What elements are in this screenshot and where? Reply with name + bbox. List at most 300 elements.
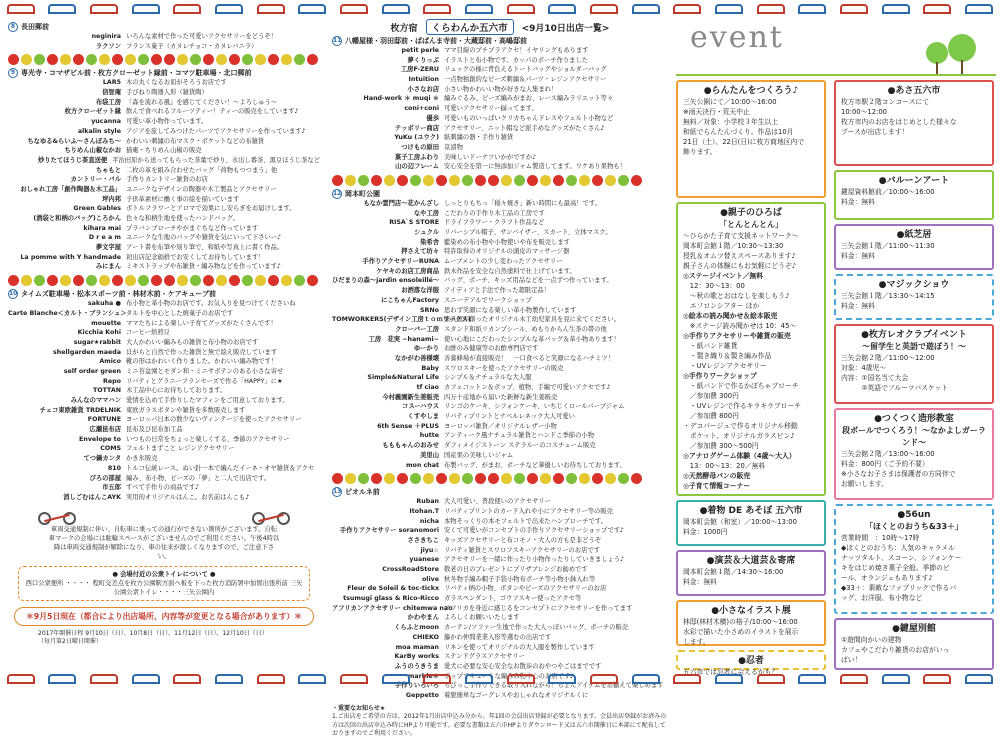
pear-icon	[501, 175, 512, 186]
vendor-description: アフリカを身近に感じるをコンセプトにアクセサリーを作ってます	[444, 604, 633, 612]
vendor-name: 小さなお店	[407, 85, 439, 93]
vendor-description: 可愛い革小物作っています。	[126, 118, 208, 126]
event-line: ッグ、お洋服、布小物など	[841, 594, 923, 602]
vendor-row	[8, 348, 320, 358]
event-line: します。	[683, 638, 710, 646]
section-title: 八幡屋様・羽田邸前・ぱぱんま寺前・大蔵邸前・高嶋邸前	[345, 37, 527, 45]
vendor-row	[332, 517, 668, 527]
vendor-name: COMS	[100, 445, 121, 453]
vendor-row	[8, 195, 320, 205]
event-line: ポケット、オリジナルガラスビン♪	[683, 432, 795, 440]
vendor-row	[332, 75, 668, 85]
vendor-name: ちりめん山椒なかお	[64, 147, 121, 155]
vendor-description: 使い心地にこだわったシンプルな革バッグ＆革小物あります！	[444, 335, 620, 343]
house-icon	[257, 674, 285, 684]
apple-icon	[307, 54, 318, 65]
event-box	[834, 224, 994, 270]
apple-icon	[488, 175, 499, 186]
section-header	[332, 487, 668, 497]
apple-icon	[34, 275, 45, 286]
vendor-row	[8, 309, 320, 319]
event-line: ／参加費 300円	[683, 392, 739, 400]
vendor-name: カントリー・バル	[70, 176, 121, 184]
vendor-description: 可愛いアクセサリー揃ってます。	[444, 105, 538, 113]
apple-icon	[618, 175, 629, 186]
vendor-description: ママ目線のプチプラアクセ！イヤリングもあります	[444, 47, 589, 54]
event-line: 〜秋の歌とおはなしを楽しもう♪	[683, 292, 790, 300]
house-icon	[798, 674, 826, 684]
vendor-row	[332, 613, 668, 623]
vendor-description: 布小物と革小物のお店です。お気入りを見つけてくださいね	[126, 300, 296, 308]
house-icon	[7, 674, 35, 684]
apple-icon	[268, 54, 279, 65]
vendor-description: リバティ雑貨とスワロフスキーアクセサリーのお店です	[444, 546, 600, 554]
event-line: ・デコパージュで作るオリジナル移動	[683, 422, 798, 430]
event-line: 三矢会館１階／13:30〜14:15	[841, 292, 935, 300]
pear-icon	[579, 473, 590, 484]
event-title: ●着物 DE あそぼ 五六市	[699, 506, 803, 516]
vendor-description: ヨーロッパ雑貨／オリジナルレザー小物	[444, 422, 557, 430]
vendor-row	[332, 267, 668, 277]
section-title: 岡本町公園	[345, 189, 380, 198]
apple-icon	[397, 175, 408, 186]
event-line: 飾ります。	[683, 148, 717, 156]
vendor-row	[8, 386, 320, 396]
bicycle-icon	[38, 507, 76, 525]
apple-icon	[631, 175, 642, 186]
vendor-description: 色々な和柄生地を使ったハンドバッグ。	[126, 215, 239, 222]
event-box	[834, 618, 994, 670]
vendor-description: ミキストラップや布雑貨・編み物などを作っています♪	[126, 263, 281, 271]
vendor-row	[332, 153, 668, 163]
event-line: ・UVレジンアクセサリー	[683, 362, 767, 370]
pear-icon	[21, 54, 32, 65]
event-line: 〜ひらかた子育て支援ネットワーク〜	[683, 232, 799, 240]
pear-icon	[345, 175, 356, 186]
vendor-row	[8, 243, 320, 253]
apple-icon	[592, 175, 603, 186]
vendor-description: 東欧ガラスボタンや雑貨を多数販売します	[126, 406, 246, 414]
event-subtitle: 「ほくとのおうち&33＋」	[864, 522, 964, 531]
event-line: ◎ステージイベント／無料	[683, 272, 764, 280]
vendor-description: ポップでキュートな編みみ物中心のお店です♪	[444, 672, 575, 680]
vendor-description: 四万十産地から届いた新鮮な新生姜販売	[444, 393, 558, 401]
event-line: 岡本町会館１階／10:30〜13:30	[683, 242, 784, 250]
vendor-name: 美里山	[420, 451, 439, 459]
vendor-name: yuanese	[409, 556, 439, 564]
vendor-name: nicha	[419, 517, 439, 525]
event-line: ブースが出店します！	[841, 128, 909, 136]
vendor-description: 家具屋が創ったオリジナル木工幼児家具を見に来てください。	[444, 316, 620, 324]
house-icon	[965, 4, 993, 14]
vendor-name: RISA`S STORE	[389, 219, 439, 227]
event-title: ●あさ五六市	[887, 86, 941, 96]
event-line: 10:00〜12:00	[841, 108, 887, 116]
vendor-name: つけもの原田	[401, 143, 439, 151]
event-line: 料金：無料	[841, 302, 875, 310]
vendor-description: アイディアと手法で作った超限定品！	[444, 287, 550, 295]
pear-icon	[216, 275, 227, 286]
event-line: ぱい！	[841, 656, 862, 664]
vendor-description: ムーブメントの少し変わったアクセサリー	[444, 258, 563, 266]
vendor-row	[332, 199, 668, 209]
vendor-name: TOMWORKERS(デザイン工房ｔｏｍワークス)	[332, 316, 471, 324]
house-icon	[632, 4, 660, 14]
apple-icon	[86, 275, 97, 286]
house-icon	[465, 674, 493, 684]
event-line: 内容：①国名当て大会	[841, 374, 909, 382]
apple-icon	[553, 473, 564, 484]
apple-icon	[73, 54, 84, 65]
vendor-description: スニーデアルでワークショップ	[444, 296, 532, 304]
vendor-description: こだわりの手作り木工品の工房です	[444, 209, 545, 217]
vendor-row	[332, 209, 668, 219]
important-body: 1.ご出店をご希望の方は、2012年1月出店申込み分から、年1回の会員出店登録が必要となります。会員出店登録がお済みの方は次回の出店申込み時にHPより可能です。必要な書類は五六市HPよりダウンロード又は五六市開催日に本部にて配布しておりますのでご利用ください。	[332, 713, 667, 738]
vendor-row	[332, 441, 668, 451]
vendor-description: アクセサリー、ニット帽など派手めなグッズがたくさん♪	[444, 124, 605, 132]
apple-icon	[436, 175, 447, 186]
section-header	[8, 22, 320, 32]
pear-icon	[281, 54, 292, 65]
vendor-name: にこちゃんFactory	[381, 296, 439, 304]
apple-icon	[34, 54, 45, 65]
event-line: ◎手作りワークショップ	[683, 372, 757, 380]
apple-icon	[229, 275, 240, 286]
vendor-description: キッズアクセサリーと布コモノ・大人の方も是非どうぞ	[444, 536, 602, 544]
pear-icon	[255, 54, 266, 65]
vendor-row	[332, 354, 668, 364]
pear-icon	[60, 54, 71, 65]
vendor-description: ヨーロッパ日本の数少ないヴィンテージを使ったアクセサリー	[126, 416, 302, 424]
pear-icon	[125, 54, 136, 65]
event-box	[676, 500, 826, 546]
vendor-description: ユニークな生地のバッグや雑貨を気にいって下さいー♪	[126, 234, 282, 242]
house-icon	[298, 674, 326, 684]
vendor-description: スワロスキーを使ったアクセサリーの販売	[444, 364, 564, 372]
house-icon	[90, 4, 118, 14]
pear-icon	[540, 473, 551, 484]
section-title: 専光寺・コマザビル前・枚方クローゼット縁前・コマツ駐車場・北口郵前	[21, 69, 252, 78]
event-title: ●枚方レオクラブイベント	[861, 330, 967, 340]
vendor-name: 夢くりっぷ	[407, 56, 439, 64]
vendor-name: 手作りアクセサリー soranomori	[339, 527, 439, 535]
section-title: ピオルネ前	[345, 488, 380, 497]
vendor-name: KarBy works	[394, 653, 439, 661]
vendor-row	[332, 526, 668, 536]
toilet-note-body: 西口公衆便所 ・・・・ 程町交差点を枚方公園駅方面へ板を下った枚方消防署中加賀出張所前 三矢公園公衆トイレ・・・・三矢公園内	[25, 579, 303, 596]
vendor-name: YuKu (ユウク)	[394, 134, 439, 142]
vendor-description: 敬老の日のプレゼントにプリザブレンジお勧めです	[444, 566, 588, 573]
event-box	[676, 650, 826, 676]
apple-icon	[73, 275, 84, 286]
event-line: ※雨天決行・荒天中止	[683, 108, 750, 116]
vendor-name: Green Gables	[73, 205, 121, 213]
apple-icon	[138, 54, 149, 65]
vendor-name: tf ciao	[416, 384, 439, 391]
flyer-title-bar	[332, 20, 668, 34]
left-title: 枚方宿	[390, 23, 418, 34]
fruit-decoration-row	[8, 274, 320, 287]
pear-icon	[255, 275, 266, 286]
vendor-row	[332, 451, 668, 461]
vendor-description: アート書を布筆や刻り筆で、和紙や写真上に書く作品。	[126, 244, 284, 252]
apple-icon	[203, 54, 214, 65]
event-line: ◎絵本の読み聞かせ＆絵本販売	[683, 312, 778, 320]
vendor-row	[332, 296, 668, 306]
apple-icon	[242, 275, 253, 286]
vendor-row	[8, 435, 320, 445]
vendor-description: 本物そっくりの本モフェルトで出来たハンブローチです。	[444, 517, 607, 525]
event-line: 親子さんの体験にもお気軽にどうぞ♪	[683, 262, 797, 270]
vendor-description: 『森を流れる風』を感じてください！〜よろしゅう〜	[126, 98, 278, 106]
vendor-name: もなか雲門店〜花かんざし	[363, 199, 439, 207]
vendor-description: ガラスペンダント、ゴウフスキー使ったアクセ等	[444, 595, 582, 603]
schedule	[38, 630, 320, 647]
vendor-description: かき氷販売	[126, 455, 158, 463]
event-title: event	[690, 20, 784, 55]
apple-icon	[332, 473, 343, 484]
vendor-description: コーヒー焙煎豆	[126, 329, 170, 337]
event-line: 料金：1000円	[683, 528, 728, 536]
apple-icon	[553, 175, 564, 186]
vendor-description: 編みぐるみ、ビーズ編みがまお、レース編みラリエット等々	[444, 95, 614, 103]
vendor-name: ラクソン	[95, 42, 121, 50]
vendor-description: アンティーク風ナチュラル雑貨とハンドこ季節の小物	[444, 432, 594, 440]
vendor-row	[332, 65, 668, 75]
vendor-row	[332, 344, 668, 354]
vendor-row	[332, 228, 668, 238]
vendor-description: スタンド和紙リカンプシール、めもりからん生茶の帯の他	[444, 325, 607, 333]
apple-icon	[371, 473, 382, 484]
vendor-row	[332, 546, 668, 556]
vendor-row	[332, 497, 668, 507]
house-icon	[757, 4, 785, 14]
vendor-description: よろしくお願いいたします	[444, 614, 520, 622]
event-title: ●56un	[897, 510, 931, 520]
event-line: 対象：4歳児〜	[841, 364, 887, 372]
vendor-description: 靴の形はかわいく作りました。かわいい編み物です！	[126, 358, 278, 366]
vendor-description: 藍染めの布小物や小物使いや布を販売します	[444, 238, 570, 246]
vendor-description: リュックの様に背負えるトートバッグやショルダーバッグ	[444, 66, 607, 74]
apple-icon	[358, 473, 369, 484]
vendor-description: お酢のみ健康等のお酢専門店です	[444, 345, 539, 353]
vendor-name: ちなゆる&らいふ〜さんぽみち〜	[27, 137, 121, 145]
vendor-description: リンゴのケーキ、シフォンケーキ、いちじくロールパーブジャム	[444, 403, 625, 411]
pear-icon	[605, 473, 616, 484]
pear-icon	[125, 275, 136, 286]
vendor-row	[332, 461, 668, 471]
house-icon	[340, 4, 368, 14]
section-header	[332, 36, 668, 46]
vendor-name: てつ鍋カンタ	[83, 455, 121, 463]
vendor-row	[332, 162, 668, 172]
vendor-name: Intuition	[408, 76, 439, 84]
vendor-description: 木の丸くなるお皿がそろうお店です	[126, 79, 227, 87]
event-line: ・UVレジンで作るキラキラブローチ	[683, 402, 802, 410]
house-icon	[882, 674, 910, 684]
vendor-description: 手作りカントリー雑貨のお店	[126, 176, 208, 184]
event-line: ◎手作りアクセサリーや雑貨の販売	[683, 332, 791, 340]
top-house-border	[0, 2, 1000, 16]
vendor-description: 籐かわ仲間業業入形等選むの出店です	[444, 633, 552, 641]
vendor-description: 平治田原から送ってもらった茶葉で炒り、水出し番茶、黒豆ほうじ茶など	[112, 156, 320, 164]
toilet-note-title: ● 会場付近の公衆トイレについて ●	[112, 570, 216, 578]
bicycle-icon	[252, 507, 290, 525]
fruit-decoration-row	[8, 53, 320, 66]
event-line: 授乳＆オムツ替えスペースあります♪	[683, 252, 796, 260]
apple-icon	[190, 54, 201, 65]
vendor-name: mouette	[91, 319, 121, 327]
house-icon	[90, 674, 118, 684]
vendor-row	[8, 185, 320, 195]
vendor-description: フランス菓子（カヌレチョコ・カヌレバニラ）	[126, 42, 258, 50]
pear-icon	[345, 473, 356, 484]
vendor-name: 工房F-ZERU	[400, 66, 439, 74]
apple-icon	[618, 473, 629, 484]
vendor-description: ママたちによる楽しい子育てグッズがたくさんです！	[126, 319, 277, 327]
apple-icon	[294, 54, 305, 65]
house-icon	[215, 4, 243, 14]
vendor-description: 可愛いものいっぱいクリカちゃんドレスやフェルト小物など	[444, 114, 614, 122]
house-icon	[673, 674, 701, 684]
vendor-description: シンプル＆ナチュラルな大人服	[444, 374, 532, 382]
vendor-description: 着脱簡単なゴーグレスやおしゃれなオリジナルくに	[444, 691, 589, 699]
vendor-name: コスーハウス	[402, 403, 439, 411]
vendor-row	[332, 383, 668, 393]
section-header	[8, 289, 320, 299]
vendor-name: 手作りアクセサリーRUNA	[362, 258, 439, 266]
event-line: ◆ほくとのおうち：人気のキャラメル	[841, 544, 955, 552]
vendor-name: 炒りたてほうじ茶直送便	[37, 156, 108, 164]
event-line: 岡本町会館（和室）／10:00〜13:00	[683, 518, 797, 526]
house-icon	[173, 4, 201, 14]
vendor-row	[8, 32, 320, 42]
vendor-row	[8, 367, 320, 377]
event-line: ◆33＋：素敵なファブリックで作るバ	[841, 584, 957, 592]
apple-icon	[8, 275, 19, 286]
event-box	[676, 550, 826, 596]
vendor-name: sakuha ●	[87, 300, 121, 308]
apple-icon	[410, 473, 421, 484]
vendor-name: FORTUNE	[87, 416, 121, 424]
apple-icon	[592, 473, 603, 484]
vendor-name: みんなのママハン	[70, 397, 121, 404]
apple-icon	[190, 275, 201, 286]
vendor-name: ささきちこ	[407, 536, 439, 544]
vendor-name: self order green	[63, 367, 121, 375]
section-number: 12	[333, 189, 342, 197]
vendor-name: 信智庵	[102, 89, 121, 97]
event-line: 岡本町会館１階／14:30〜16:00	[683, 568, 784, 576]
event-box	[834, 170, 994, 220]
event-line: 料金：無料	[841, 198, 875, 206]
apple-icon	[475, 175, 486, 186]
vendor-name: Carte Blanche＜カルト・ブランシュ＞	[8, 309, 127, 317]
bicycle-icons	[8, 507, 320, 525]
vendor-name: D r e a m	[88, 234, 121, 242]
vendor-row	[8, 224, 320, 234]
vendor-description: タルトを中心とした焼菓子のお店です	[126, 309, 234, 317]
vendor-description: 一点物独創的なビーズ刺繍＆パーツ・レジンアクセサリー	[444, 76, 607, 84]
house-icon	[507, 674, 535, 684]
house-icon	[48, 4, 76, 14]
vendor-description: 安くて可愛いがコンセプトの手作りアクセサリーショップです♪	[444, 527, 625, 535]
house-icon	[757, 674, 785, 684]
vendor-row	[332, 604, 668, 614]
vendor-row	[8, 338, 320, 348]
vendor-name: クローバー工房	[395, 325, 439, 333]
vendor-row	[8, 357, 320, 367]
apple-icon	[358, 175, 369, 186]
pear-icon	[60, 275, 71, 286]
vendor-row	[8, 233, 320, 243]
house-icon	[548, 4, 576, 14]
vendor-name: Geppetto	[405, 691, 439, 699]
vendor-description: リネンを使ってオリジナルの大人服を製作しています	[444, 643, 595, 651]
house-icon	[132, 674, 160, 684]
event-box	[834, 274, 994, 320]
vendor-name: SRNo	[420, 306, 439, 314]
vendor-row	[8, 166, 320, 176]
vendor-description: ミニ苔盆園とモダン和・ミニサボテンのある小さな寄せ	[126, 367, 284, 375]
event-title: ●紙芝居	[896, 230, 932, 240]
apple-icon	[436, 473, 447, 484]
vendor-row	[8, 319, 320, 329]
event-line: 林邸(林材木横)の格子/10:00〜16:00	[683, 618, 798, 626]
vendor-name: もももゃんのおみせ	[382, 442, 439, 450]
vendor-name: 布袋工房	[95, 98, 121, 106]
vendor-name: 6th Sense ＋PLUS	[377, 422, 439, 430]
vendor-description: 二枚の革を組み合わせたバッグ「荷物もつつまう」他	[126, 166, 278, 174]
vendor-description: 初出店記念価格でお安くしてお待ちしています！	[126, 253, 265, 261]
event-title: ●忍者	[738, 656, 764, 666]
event-line: 三矢会館２階／11:00〜12:00	[841, 354, 935, 362]
vendor-name: 810	[107, 464, 121, 472]
left-sections	[8, 22, 320, 503]
apple-icon	[164, 54, 175, 65]
apple-icon	[462, 175, 473, 186]
left-column	[8, 20, 320, 670]
house-icon	[423, 674, 451, 684]
event-line: ◎天然酵母パンの販売	[683, 472, 751, 480]
vendor-row	[332, 238, 668, 248]
event-line: ／参加費 800円	[683, 412, 739, 420]
vendor-name: なかがわ善様壊	[394, 354, 439, 362]
bicycle-note: 車両交通規制に伴い、自転車に乗っての通行ができない箇所がございます。自転車マークの会場には駐輪スペースがございませんのでご利用ください。午後4時以降は車両交通規制が解除になり、車の往来が激しくなりますので、ご注意下さい。	[48, 525, 280, 560]
pear-icon	[99, 54, 110, 65]
event-box	[834, 324, 994, 404]
pear-icon	[99, 275, 110, 286]
vendor-name: CrossRoadStore	[382, 566, 439, 573]
house-icon	[340, 674, 368, 684]
event-line: 水彩で描いた小さめのイラストを展示	[683, 628, 799, 636]
vendor-row	[332, 633, 668, 643]
apple-icon	[566, 473, 577, 484]
apple-icon	[410, 175, 421, 186]
vendor-name: Ruban	[416, 498, 439, 506]
section-number: 9	[8, 68, 18, 78]
apple-icon	[151, 275, 162, 286]
event-box	[676, 600, 826, 646]
vendor-name: kihara mai	[83, 224, 121, 232]
date-label: <9月10日出店一覧>	[521, 23, 610, 34]
house-icon	[298, 4, 326, 14]
pear-icon	[281, 275, 292, 286]
vendor-row	[8, 156, 320, 166]
vendor-description: リバーシブル帽子、サンバイザー、スカート、立体マスク。	[444, 229, 612, 236]
vendor-row	[332, 594, 668, 604]
vendor-row	[8, 107, 320, 117]
